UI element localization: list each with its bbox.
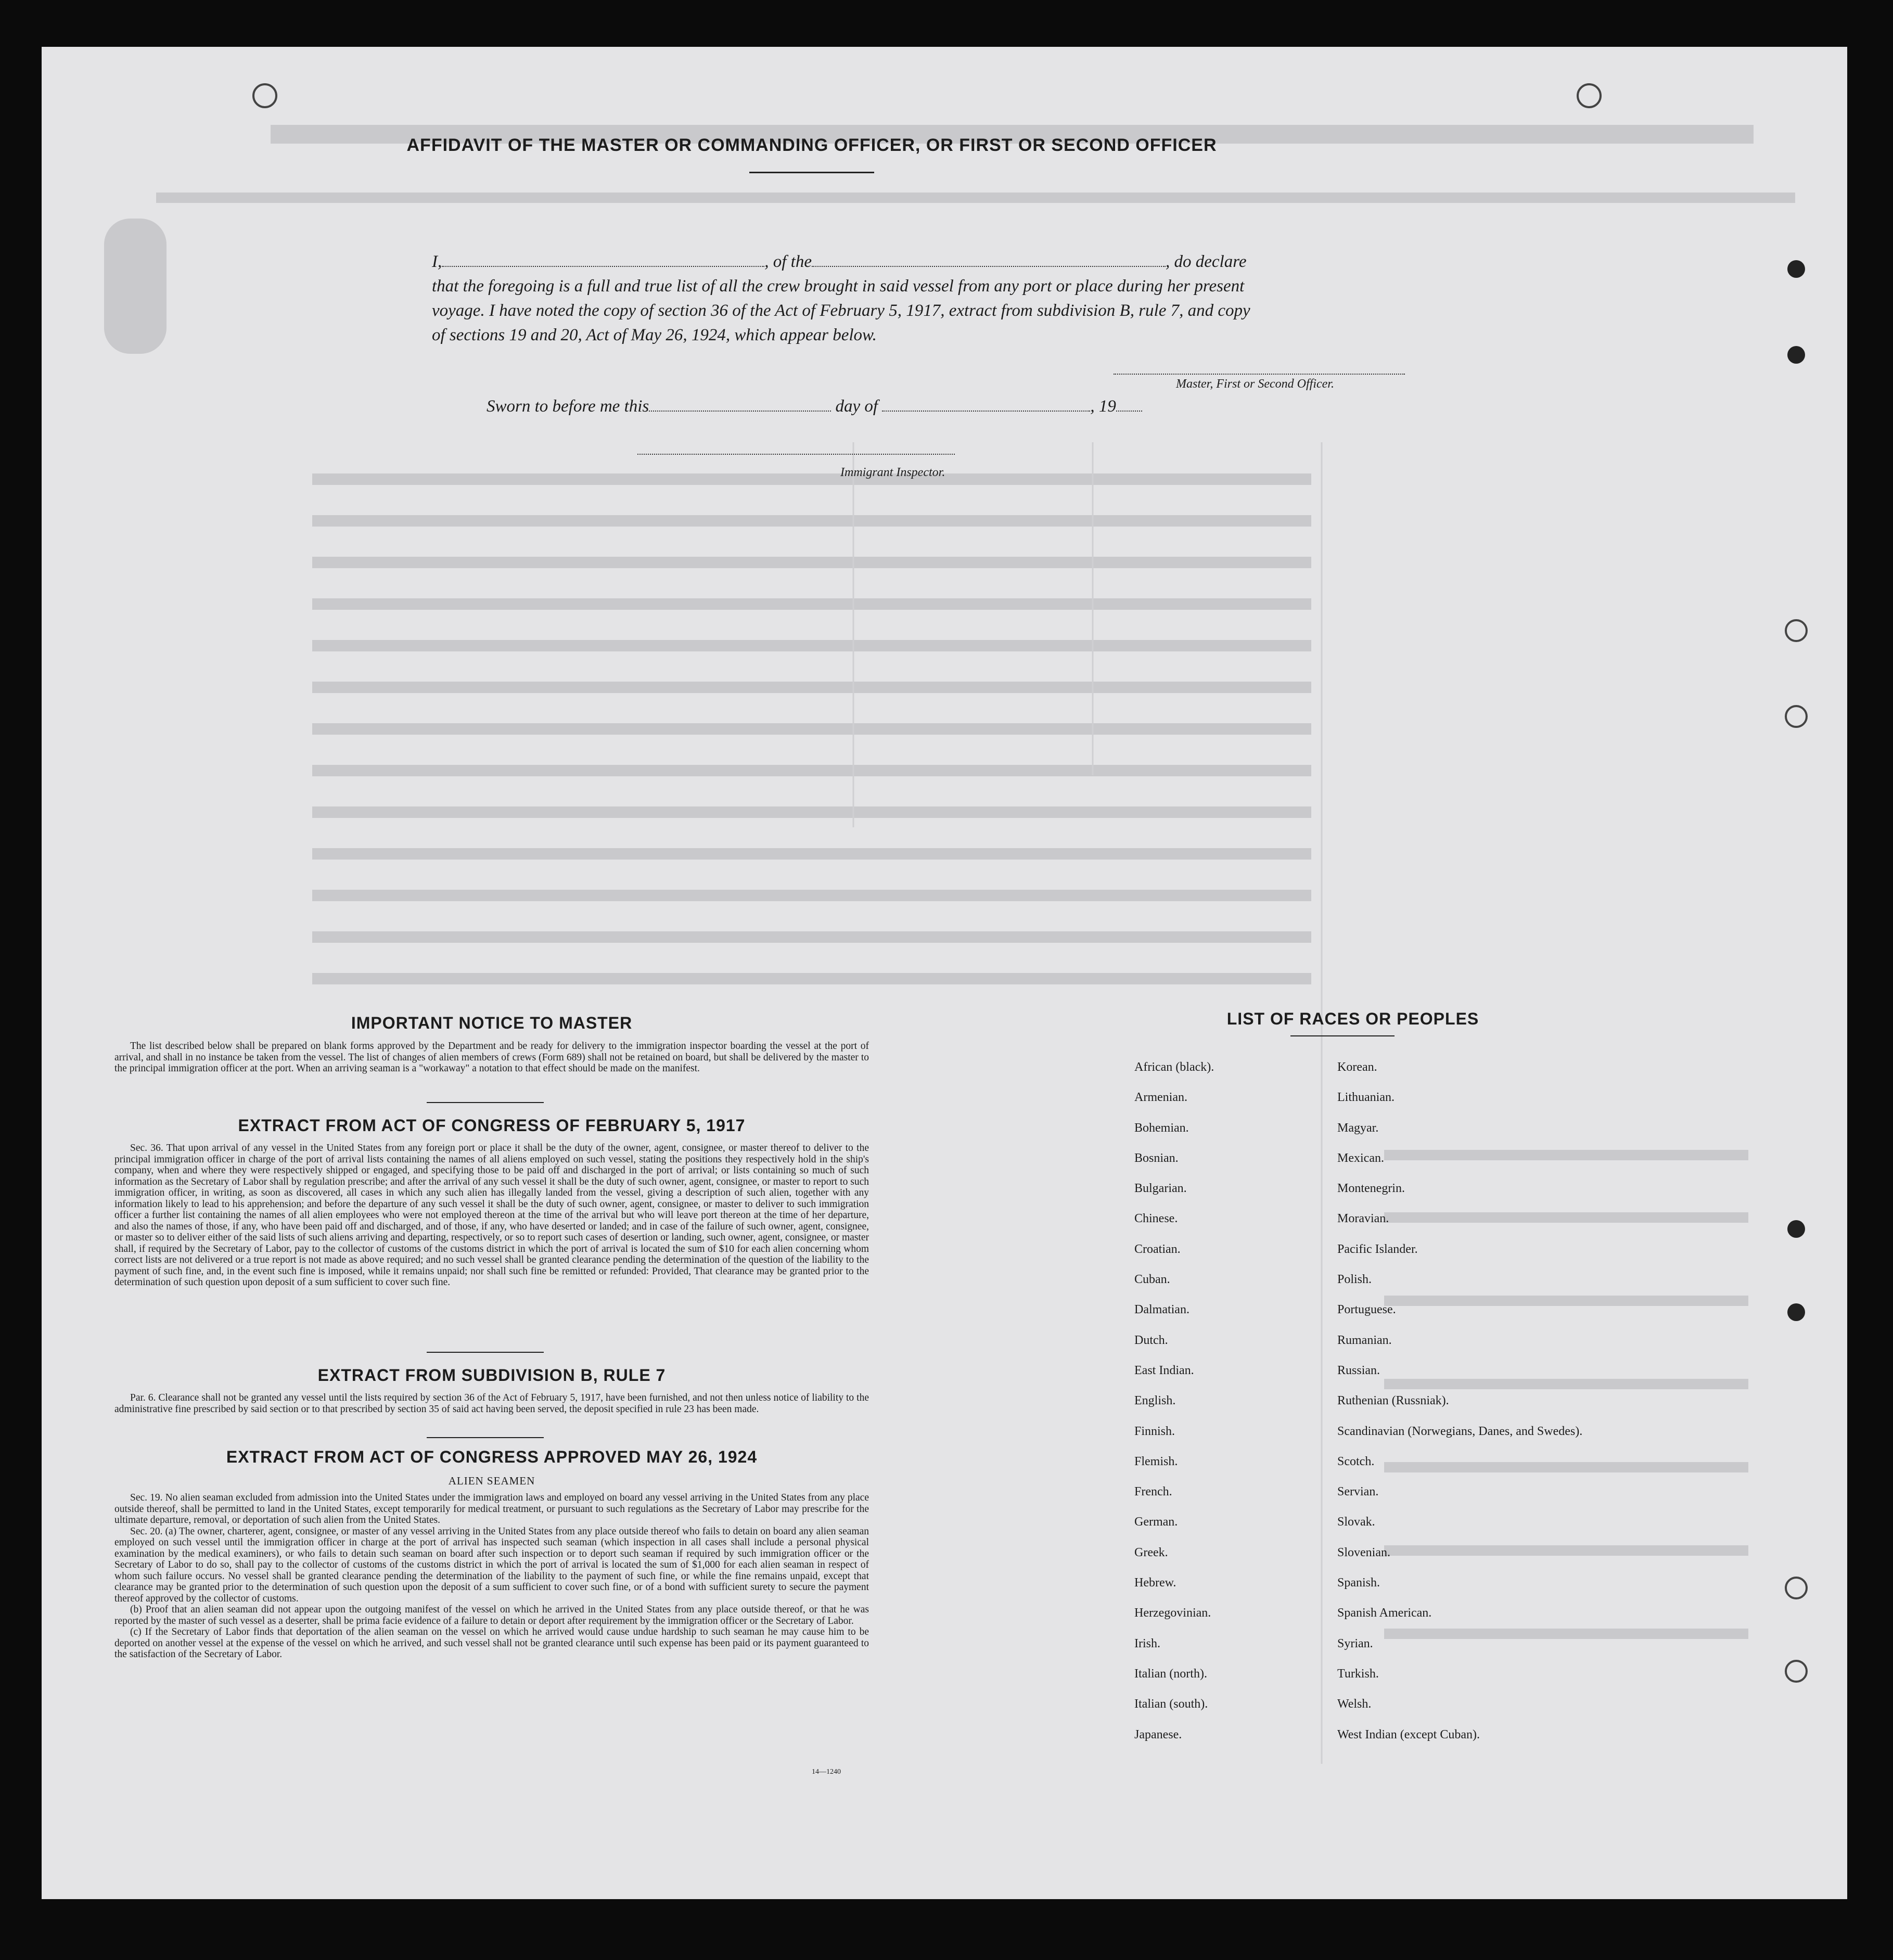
affidavit-of-the: , of the <box>764 252 812 271</box>
affidavit-title: AFFIDAVIT OF THE MASTER OR COMMANDING OFFICER, OR FIRST OR SECOND OFFICER <box>406 135 1217 155</box>
form-number: 14—1240 <box>812 1768 841 1776</box>
section-20c-paragraph: (c) If the Secretary of Labor finds that deportation of the alien seaman on the vessel on which he arrived would cause undue hardship to such seaman he may cause him to be deported on another vessel at the expense of the vessel on which he arrived, and such vessel shall not be granted clearance until such expense has been paid or its payment guaranteed to the satisfaction of the Secretary of Labor. <box>114 1626 869 1660</box>
divider-2 <box>427 1352 544 1353</box>
race-item: Bohemian. <box>1134 1121 1189 1135</box>
binding-hole <box>1787 260 1805 278</box>
binding-hole <box>1785 619 1808 642</box>
race-item: Dutch. <box>1134 1333 1168 1347</box>
title-underline <box>749 172 874 173</box>
race-item: Lithuanian. <box>1337 1091 1395 1105</box>
races-column-1 <box>1134 1052 1214 1750</box>
affidavit-line-4: of sections 19 and 20, Act of May 26, 1924, which appear below. <box>432 326 877 344</box>
race-item: Croatian. <box>1134 1242 1181 1256</box>
race-item: Bulgarian. <box>1134 1182 1187 1196</box>
rule7-text <box>114 1392 869 1415</box>
race-item: Chinese. <box>1134 1212 1178 1226</box>
race-item: Rumanian. <box>1337 1333 1392 1347</box>
race-item: Scotch. <box>1337 1454 1375 1468</box>
divider-1 <box>427 1102 544 1103</box>
affidavit-declare: , do declare <box>1165 252 1247 271</box>
race-item: Welsh. <box>1337 1697 1372 1711</box>
race-item: West Indian (except Cuban). <box>1337 1727 1480 1741</box>
race-item: German. <box>1134 1515 1178 1529</box>
notice-title: IMPORTANT NOTICE TO MASTER <box>351 1014 633 1032</box>
race-item: Mexican. <box>1337 1151 1384 1165</box>
race-item: African (black). <box>1134 1060 1214 1074</box>
race-item: Montenegrin. <box>1337 1182 1405 1196</box>
section-20a-paragraph: Sec. 20. (a) The owner, charterer, agent, consignee, or master of any vessel arriving in the United States from any place outside thereof who fails to detain on board any alien seaman employed on such vessel until the immigration officer in charge at the port of arrival has inspected such seaman (which inspection in all cases shall include a personal physical examination by the medical examiners), or who fails to detain such seaman on board after such inspection or to deport such seaman if required by such immigration officer or the Secretary of Labor to do so, shall pay to the collector of customs of the customs district in which the port of arrival is located the sum of $1,000 for each alien seaman in respect of whom such failure occurs. No vessel shall be granted clearance pending the determination of the liability to the payment of such fine, or while the fine remains unpaid, except that clearance may be granted prior to the determination of such question upon the deposit of a sum sufficient to cover such fine, or of a bond with sufficient surety to secure the payment thereof approved by the collector of customs. <box>114 1526 869 1604</box>
sworn-text: Sworn to before me this <box>487 397 649 416</box>
race-item: Flemish. <box>1134 1454 1178 1468</box>
race-item: Armenian. <box>1134 1091 1187 1105</box>
alien-seamen-subtitle: ALIEN SEAMEN <box>448 1475 535 1487</box>
binding-hole <box>252 83 277 108</box>
race-item: Scandinavian (Norwegians, Danes, and Swedes). <box>1337 1424 1583 1438</box>
race-item: Slovenian. <box>1337 1545 1390 1559</box>
extract-1924-title: EXTRACT FROM ACT OF CONGRESS APPROVED MAY 26, 1924 <box>226 1447 758 1466</box>
binding-hole <box>1577 83 1602 108</box>
race-item: Dalmatian. <box>1134 1303 1189 1317</box>
race-item: Cuban. <box>1134 1273 1170 1287</box>
extract-1924-text <box>114 1492 869 1660</box>
inspector-caption: Immigrant Inspector. <box>840 466 945 479</box>
notice-text <box>114 1041 869 1074</box>
race-item: Italian (south). <box>1134 1697 1208 1711</box>
section-36-paragraph: Sec. 36. That upon arrival of any vessel in the United States from any foreign port or place it shall be the duty of the owner, agent, consignee, or master thereof to deliver to the principal immigration officer in charge of the port of arrival lists containing the names of all aliens employed on such vessel, stating the positions they respectively hold in the ship's company, when and where they were respectively shipped or engaged, and specifying those to be paid off and discharged in the port of arrival; or lists containing so much of such information as the Secretary of Labor shall by regulation prescribe; and after the arrival of any such vessel it shall be the duty of such owner, agent, consignee, or master to report to such immigration officer, in writing, as soon as discovered, all cases in which any such alien has illegally landed from the vessel, giving a description of such alien, together with any information likely to lead to his apprehension; and before the departure of any such vessel it shall be the duty of such owner, agent, consignee, or master to deliver to such immigration officer a further list containing the names of all alien employees who were not employed thereon at the time of the arrival but who will leave port thereon at the time of her departure, and also the names of those, if any, who have been paid off and discharged, and of those, if any, who have deserted or landed; and in case of the failure of such owner, agent, consignee, or master so to deliver either of the said lists of such aliens arriving and departing, respectively, or so to report such cases of desertion or landing, such owner, agent, consignee, or master shall, if required by the Secretary of Labor, pay to the collector of customs of the customs district in which the port of arrival is located the sum of $10 for each alien concerning whom correct lists are not delivered or a true report is not made as above required; and no such vessel shall be granted clearance pending the determination of the question of the liability to the payment of such fine, and, in the event such fine is imposed, while it remains unpaid; nor shall such fine be remitted or refunded: Provided, That clearance may be granted prior to the determination of such question upon deposit of a sum sufficient to cover such fine. <box>114 1143 869 1288</box>
race-item: Servian. <box>1337 1485 1379 1499</box>
vessel-blank <box>812 252 1166 267</box>
race-item: Russian. <box>1337 1363 1380 1377</box>
sworn-line <box>487 397 1142 416</box>
binding-hole <box>1787 1303 1805 1321</box>
race-item: Turkish. <box>1337 1667 1379 1681</box>
rule7-title: EXTRACT FROM SUBDIVISION B, RULE 7 <box>317 1366 666 1385</box>
races-underline <box>1290 1035 1395 1036</box>
race-item: Korean. <box>1337 1060 1377 1074</box>
race-item: Magyar. <box>1337 1121 1379 1135</box>
binding-hole <box>1787 1220 1805 1238</box>
race-item: Spanish American. <box>1337 1606 1432 1620</box>
day-blank <box>649 397 831 412</box>
affidavit-body <box>432 250 1483 348</box>
affidavit-line-2: that the foregoing is a full and true list of all the crew brought in said vessel from any port or place during her present <box>432 277 1245 296</box>
race-item: Ruthenian (Russniak). <box>1337 1394 1449 1408</box>
race-item: Bosnian. <box>1134 1151 1179 1165</box>
binding-hole <box>1787 346 1805 364</box>
race-item: Portuguese. <box>1337 1303 1396 1317</box>
races-column-2 <box>1337 1052 1582 1750</box>
binding-hole <box>1785 1660 1808 1683</box>
divider-3 <box>427 1437 544 1438</box>
race-item: Polish. <box>1337 1273 1372 1287</box>
affidavit-line-1 <box>432 250 1483 274</box>
race-item: Herzegovinian. <box>1134 1606 1211 1620</box>
race-item: Spanish. <box>1337 1576 1380 1590</box>
race-item: Slovak. <box>1337 1515 1375 1529</box>
race-item: English. <box>1134 1394 1176 1408</box>
affidavit-line-3: voyage. I have noted the copy of section 36 of the Act of February 5, 1917, extract from subdivision B, rule 7, and copy <box>432 301 1250 320</box>
day-of-text: day of <box>835 397 878 416</box>
race-item: Greek. <box>1134 1545 1168 1559</box>
rule7-paragraph: Par. 6. Clearance shall not be granted any vessel until the lists required by section 36 of the Act of February 5, 1917, have been furnished, and not then unless notice of liability to the administrative fine prescribed by said section or to that prescribed by section 35 of said act having been served, the deposit specified in rule 23 has been made. <box>114 1392 869 1415</box>
race-item: Italian (north). <box>1134 1667 1207 1681</box>
section-20b-paragraph: (b) Proof that an alien seaman did not appear upon the outgoing manifest of the vessel on which he arrived in the United States from any place outside thereof, or that he was reported by the master of such vessel as a deserter, shall be prima facie evidence of a failure to detain or deport after requirement by the immigration officer or the Secretary of Labor. <box>114 1604 869 1626</box>
race-item: Finnish. <box>1134 1424 1175 1438</box>
races-title: LIST OF RACES OR PEOPLES <box>1226 1009 1479 1028</box>
year-text: , 19 <box>1090 397 1116 416</box>
extract-1917-title: EXTRACT FROM ACT OF CONGRESS OF FEBRUARY 5, 1917 <box>238 1116 746 1135</box>
race-item: Japanese. <box>1134 1727 1182 1741</box>
race-item: Hebrew. <box>1134 1576 1176 1590</box>
document-page <box>42 47 1847 1899</box>
race-item: Moravian. <box>1337 1212 1389 1226</box>
extract-1917-text <box>114 1143 869 1288</box>
binding-hole <box>1785 705 1808 728</box>
binding-hole <box>1785 1577 1808 1599</box>
inspector-signature-line <box>637 454 955 455</box>
race-item: French. <box>1134 1485 1172 1499</box>
race-item: Irish. <box>1134 1636 1160 1650</box>
year-blank <box>1116 397 1142 412</box>
notice-paragraph: The list described below shall be prepared on blank forms approved by the Department and be ready for delivery to the immigration inspector boarding the vessel at the port of arrival, and shall in no instance be taken from the vessel. The list of changes of alien members of crews (Form 689) shall not be retained on board, but shall be delivered by the master to the principal immigration officer at the port. When an arriving seaman is a "workaway" a notation to that effect should be made on the manifest. <box>114 1041 869 1074</box>
race-item: East Indian. <box>1134 1363 1194 1377</box>
month-blank <box>882 397 1090 412</box>
master-signature-line <box>1114 374 1405 375</box>
affidavit-i: I, <box>432 252 442 271</box>
master-signature-caption: Master, First or Second Officer. <box>1176 377 1334 391</box>
name-blank <box>442 252 764 267</box>
race-item: Syrian. <box>1337 1636 1373 1650</box>
race-item: Pacific Islander. <box>1337 1242 1418 1256</box>
section-19-paragraph: Sec. 19. No alien seaman excluded from admission into the United States under the immigration laws and employed on board any vessel arriving in the United States from any place outside thereof, shall be permitted to land in the United States, except temporarily for medical treatment, or pursuant to such regulations as the Secretary of Labor may prescribe for the ultimate departure, removal, or deportation of such alien from the United States. <box>114 1492 869 1526</box>
